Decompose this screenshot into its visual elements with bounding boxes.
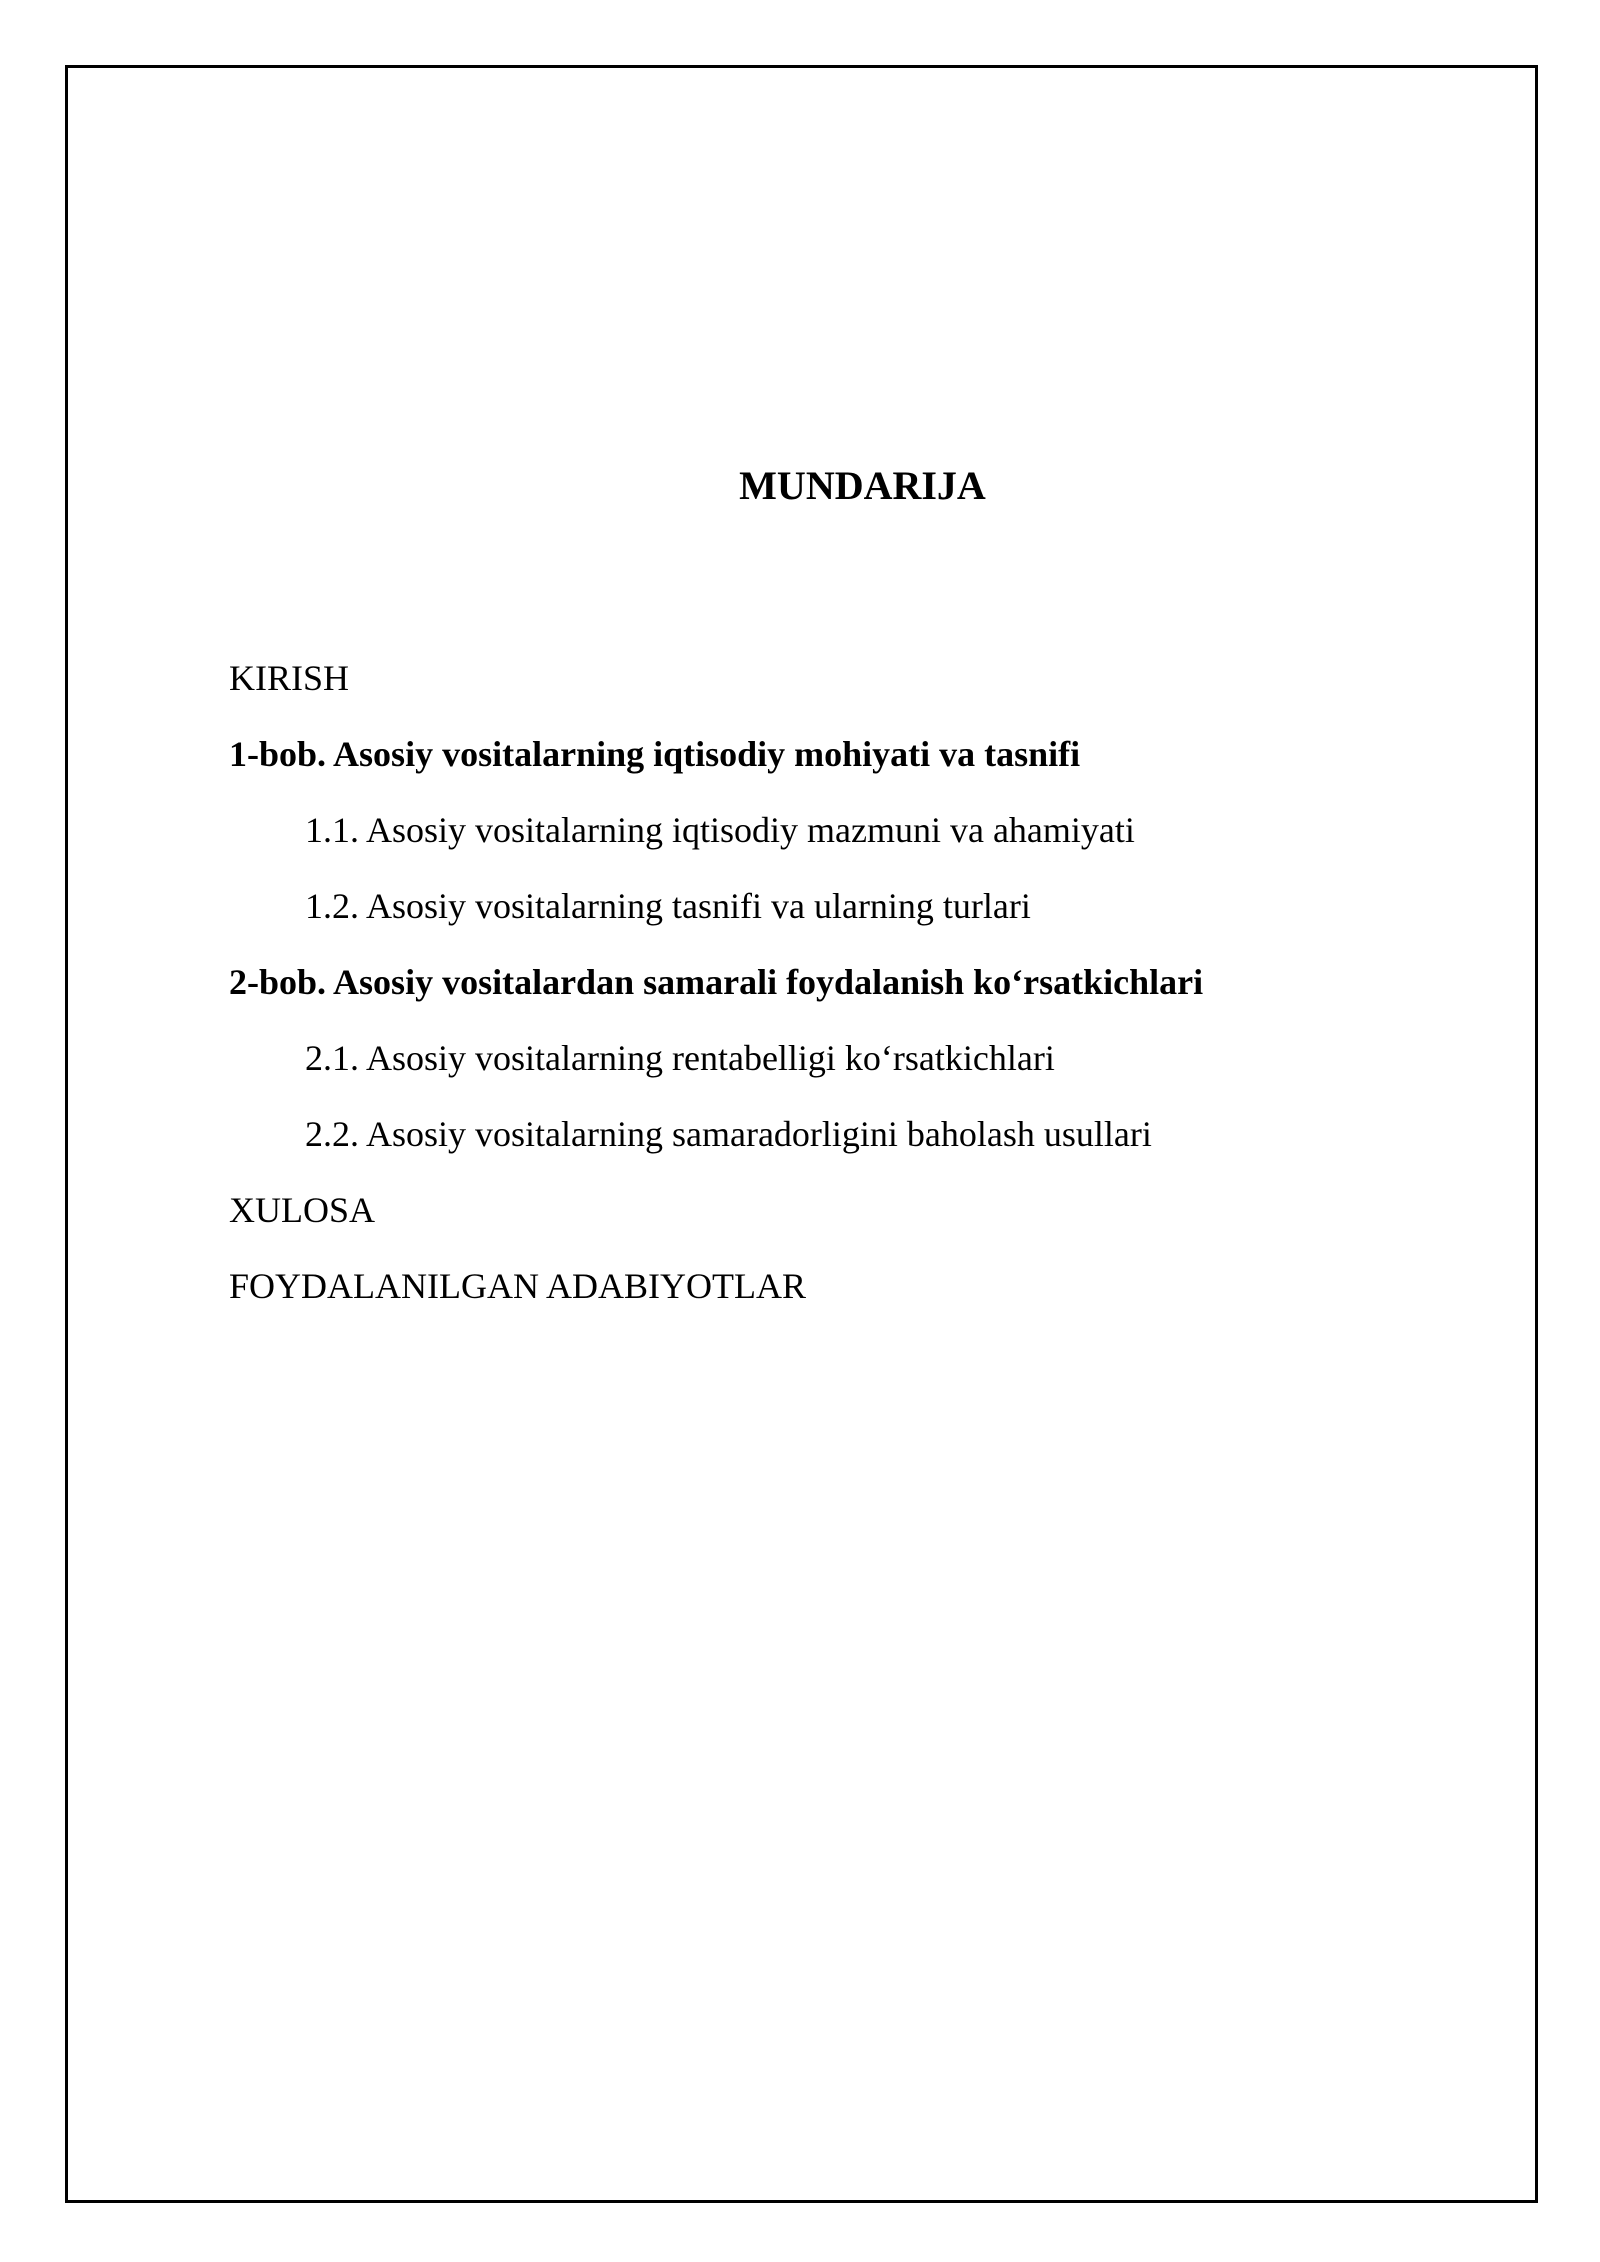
toc-section-2-2: 2.2. Asosiy vositalarning samaradorligini baholash usullari: [305, 1114, 1152, 1154]
toc-entry-adabiyotlar: FOYDALANILGAN ADABIYOTLAR: [229, 1266, 806, 1306]
toc-entry-xulosa: XULOSA: [229, 1190, 376, 1230]
toc-section-1-2: 1.2. Asosiy vositalarning tasnifi va ularning turlari: [305, 886, 1031, 926]
table-of-contents: [229, 640, 1203, 1324]
toc-section-2-1: 2.1. Asosiy vositalarning rentabelligi ko‘rsatkichlari: [305, 1038, 1055, 1078]
toc-chapter-2: 2-bob. Asosiy vositalardan samarali foydalanish ko‘rsatkichlari: [229, 962, 1204, 1002]
toc-section-1-1: 1.1. Asosiy vositalarning iqtisodiy mazmuni va ahamiyati: [305, 810, 1135, 850]
toc-chapter-1: 1-bob. Asosiy vositalarning iqtisodiy mohiyati va tasnifi: [229, 734, 1081, 774]
page-title: MUNDARIJA: [739, 463, 986, 508]
toc-entry-kirish: KIRISH: [229, 658, 350, 698]
